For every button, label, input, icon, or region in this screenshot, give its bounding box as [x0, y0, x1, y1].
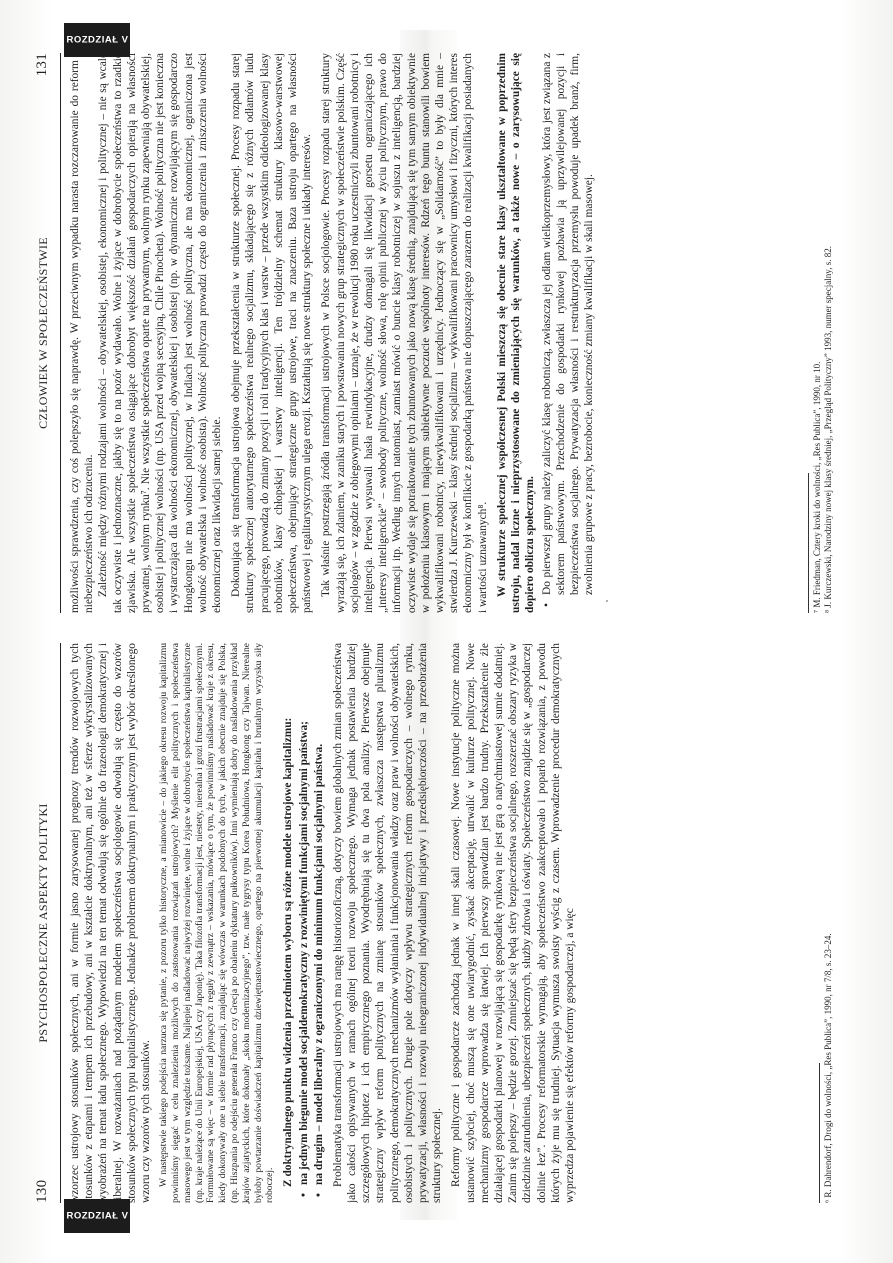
left-paragraph: Problematyka transformacji ustrojowych ma rangę historiozoficzną, dotyczy bowiem globalnych zmian społeczeństwa jako całości opisywanych w ramach ogólnej teorii rozwoju społecznego. Wymaga jednak postawienia bardziej szczegółowych hipotez i ich empirycznego poznania. Wyodrębniają się tu dwa pola analizy. Pierwsze obejmuje strategiczny wpływ reform politycznych na zmianę stosunków społecznych, zwłaszcza następstwa pluralizmu politycznego, demokratycznych mechanizmów wyłaniania i funkcjonowania władzy oraz praw i wolności obywatelskich, osobistych i politycznych. Drugie pole dotyczy wpływu strategicznych reform gospodarczych – wolnego rynku, prywatyzacji, własności i rozwoju nieograniczonej indywidualnej inicjatywy i przedsiębiorczości – na przeobrażenia struktury społecznej.	[331, 643, 444, 1203]
left-chapter-tab	[64, 1199, 130, 1233]
left-header-rule	[60, 643, 61, 1203]
left-paragraph-small: W następstwie takiego podejścia narzuca się pytanie, z pozoru tylko historyczne, a mianowicie – do jakiego okresu rozwoju kapitalizmu powinniśmy sięgać w celu znalezienia możliwych do zastosowania rozwiązań ustrojowych? Myślenie elit politycznych i społeczeństwa masowego jest w tym względzie tożsame. Najlepiej naśladować najwyżej rozwinięte, wolne i żyjące w dobrobycie społeczeństwa kapitalistyczne (np. kraje należące do Unii Europejskiej, USA czy Japonię). Taka filozofia transformacji jest, niestety, nierealna i grozi frustracjami społecznymi. Formułowane są więc – w formie rad płynących z reguły z zewnątrz – wskazania, mówiące o tym, że powinniśmy naśladować kraje z okresu, kiedy dokonywały one u siebie transformacji, znajdując się wówczas w warunkach podobnych do tych, w jakich obecnie znajduje się Polska, (np. Hiszpania po odejściu generała Franco czy Grecja po obaleniu dyktatury pułkowników). Inni wymieniają dobry do naśladowania przykład krajów azjatyckich, które dokonały „skoku modernizacyjnego”, tzw. małe tygrysy typu Korea Południowa, Hongkong czy Tajwan. Nierealne byłoby powtarzanie doświadczeń kapitalizmu dziewiętnastowiecznego, opartego na pierwotnej akumulacji kapitału i brutalnym wyzysku siły roboczej.	[158, 643, 276, 1203]
right-paragraph: Zależność między różnymi rodzajami wolności – obywatelskiej, osobistej, ekonomicznej i politycznej – nie są wcale tak oczywiste i jednoznaczne, jakby się to na pozór wydawało. Wolne i żyjące w dobrobycie społeczeństwa to rzadkie zjawiska. Ale wszystkie społeczeństwa osiągające dobrobyt większość działań gospodarczych opierają na własności prywatnej, wolnym rynku⁷. Nie wszystkie społeczeństwa oparte na prywatnym, wolnym rynku zapewniają obywatelskiej, osobistej i politycznej wolności (np. USA przed wojną secesyjną, Chile Pinocheta). Wolność polityczna nie jest konieczna i wystarczająca dla wolności ekonomicznej, obywatelskiej i osobistej (np. w dynamicznie rozwijającym się gospodarczo Hongkongu nie ma wolności politycznej, w Indiach jest wolność polityczna, ale ma ekonomicznej, ograniczona jest wolność obywatelska i wolność osobista). Wolność polityczna prowadzi często do ograniczenia i zniszczenia wolności ekonomicznej oraz likwidacji samej siebie.	[97, 53, 224, 613]
left-paragraph: wzorzec ustrojowy stosunków społecznych, ani w formie jasno zarysowanej prognozy trendów rozwojowych tych stosunków z etapami i tempem ich przebudowy, ani w kształcie doktrynalnym, ani też w sferze wykrystalizowanych wyobrażeń na temat ładu społecznego. Wypowiedzi na ten temat odwołują się ogólnie do frazeologii demokratycznej i liberalnej. W rozważaniach nad pożądanym modelem społeczeństwa socjologowie odwołują się często do wzorów stosunków społecznych typu kapitalistycznego. Jednakże problemem doktrynalnym i praktycznym jest wybór określonego wzoru czy wzorów tych stosunków.	[69, 643, 153, 1203]
right-page-number: 131	[34, 53, 50, 77]
right-footnote-rule	[808, 473, 809, 613]
left-paragraph-heading: Z doktrynalnego punktu widzenia przedmiotem wyboru są różne modele ustrojowe kapitalizmu:	[282, 717, 295, 1187]
left-bullet-list	[297, 643, 325, 1203]
right-running-head: CZŁOWIEK W SPOŁECZEŃSTWIE	[36, 237, 50, 429]
left-page-header	[32, 643, 58, 1203]
left-footnote-rule	[819, 1063, 820, 1203]
right-page-body	[68, 53, 792, 613]
right-paragraph: możliwości sprawdzenia, czy coś polepszyło się naprawdę. W przeciwnym wypadku narasta rozczarowanie do reform i niebezpieczeństwo ich odrzucenia.	[69, 53, 96, 613]
left-footnotes	[819, 643, 834, 1203]
right-footnote: ⁷ M. Friedman, Cztery kroki do wolności, „Res Publica”, 1990, nr 10.	[812, 361, 822, 613]
right-page-header	[32, 53, 58, 613]
right-paragraph: Dokonująca się transformacja ustrojowa obejmuje przekształcenia w strukturze społecznej. Procesy rozpadu starej struktury społecznej autorytarnego społeczeństwa realnego socjalizmu, składającego się z różnych odłamów ludu pracującego, prowadzą do zmiany pozycji i roli tradycyjnych klas i warstw – przede wszystkim odideologizowanej klasy robotników, klasy chłopskiej i warstwy inteligencji. Ten trójdzielny schemat struktury klasowo-warstwowej społeczeństwa, obejmujący strategiczne grupy ustrojowe, traci na znaczeniu. Baza ustroju opartego na własności państwowej i egalitarystycznym ulega erozji. Kształtują się nowe struktury społeczne i układy interesów.	[230, 53, 314, 613]
right-footnotes	[808, 53, 834, 613]
left-running-head: PSYCHOSPOŁECZNE ASPEKTY POLITYKI	[36, 803, 50, 1043]
right-paragraph-bold: W strukturze społecznej współczesnej Polski mieszczą się obecnie stare klasy ukształtowane w poprzednim ustroju, nadal liczne i nieprzystosowane do zmieniających się warunków, a także nowe – o zarysowujące się dopiero obliczu społecznym.	[495, 53, 537, 613]
left-paragraph: Reformy polityczne i gospodarcze zachodzą jednak w innej skali czasowej. Nowe instytucje polityczne można ustanowić szybciej, choć muszą się one uwiarygodnić, zyskać akceptację, utrwalić w kulturze politycznej. Nowe mechanizmy gospodarcze wprowadza się łatwiej. Ich pierwszy sprawdzian jest bardzo trudny. Przekształcenie źle działającej gospodarki planowej w rozwijającą się gospodarkę rynkową nie jest grą o natychmiastowej sumie dodatniej. Zanim się polepszy – będzie gorzej. Zmniejszać się będą sfery bezpieczeństwa socjalnego, rozszerzać obszary ryzyka w dziedzinie zatrudnienia, ubezpieczeń społecznych, służby zdrowia i oświaty. Społeczeństwo znajdzie się w „gospodarczej dolinie łez”. Procesy reformatorskie wymagają, aby społeczeństwo zaakceptowało i poparło rozwiązania, z powodu których żyje mu się trudniej. Sytuacja wymusza swoisty wyścig z czasem. Wprowadzenie procedur demokratycznych wyprzedza pojawienie się efektów reformy gospodarczej, a więc	[450, 643, 577, 1203]
left-bullet-item: • na jednym biegunie model socjaldemokratyczny z rozwiniętymi funkcjami socjalnymi państwa;	[297, 643, 311, 1185]
left-page-body	[68, 643, 792, 1203]
left-chapter-tab-label: ROZDZIAŁ V	[66, 1210, 128, 1222]
right-bullet-list	[540, 53, 597, 613]
left-bullet-item: • na drugim – model liberalny z ograniczonymi do minimum funkcjami socjalnymi państwa.	[312, 643, 326, 1185]
left-page-number: 130	[34, 1179, 50, 1203]
right-paragraph: Tak właśnie postrzegają źródła transformacji ustrojowych w Polsce socjologowie. Procesy rozpadu starej struktury wyrażają się, ich zdaniem, w zaniku starych i powstawaniu nowych grup strategicznych w społeczeństwie polskim. Część socjologów – w zgodzie z obiegowymi opiniami – uznaje, że w rewolucji 1980 roku uczestniczyli zbuntowani robotnicy i inteligencja. Pierwsi wysuwali hasła rewindykacyjne, drudzy domagali się likwidacji gorsetu ograniczającego ich „interesy inteligenckie” – swobody polityczne, wolność słowa, rolę opinii publicznej w życiu politycznym, prawo do informacji itp. Według innych natomiast, zamiast mówić o buncie klasy robotniczej w sojuszu z inteligencją, bardziej oczywiste wydaje się potraktowanie tych zbuntowanych jako nową klasę średnią, znajdującą się tym samym obiektywnie w położeniu klasowym i mającym subiektywne poczucie wspólnoty interesów. Rdzeń tego buntu stanowili bowiem wykwalifikowani robotnicy, niewykwalifikowani i urzędnicy. Jednoczący się w „Solidarność” to były dla mnie – stwierdza J. Kurczewski – klasy średniej socjalizmu – wykwalifikowani pracownicy umysłowi i fizyczni, których interes ekonomiczny był w konflikcie z gospodarką państwa nie dopuszczającego zarazem do realizacji kwalifikacji posiadanych i wartości uznawanych⁸.	[320, 53, 489, 613]
right-page	[32, 34, 852, 613]
left-page	[32, 643, 852, 1222]
right-footnote: ⁸ J. Kurczewski, Narodziny nowej klasy średniej, „Przegląd Polityczny” 1993, numer specjalny, s. 82.	[823, 246, 833, 613]
right-bullet-item: • Do pierwszej grupy należy zaliczyć klasę robotniczą, zwłaszcza jej odłam wielkoprzemysłowy, która jest związana z sektorem państwowym. Przechodzenie do gospodarki rynkowej pozbawia ją uprzywilejowanej pozycji i bezpieczeństwa socjalnego. Prywatyzacja własności i restrukturyzacja przemysłu powoduje upadek branż, firm, zwolnienia grupowe z pracy, bezrobocie, konieczność zmiany kwalifikacji w skali masowej.	[540, 53, 597, 595]
book-spread	[32, 34, 852, 1222]
right-chapter-tab-label: ROZDZIAŁ V	[66, 34, 128, 46]
right-header-rule	[60, 53, 61, 613]
right-chapter-tab	[64, 23, 130, 57]
left-footnote: ⁶ R. Dahrendorf, Drogi do wolności, „Res Publica”, 1990, nr 7/8, s. 23–24.	[823, 933, 833, 1203]
